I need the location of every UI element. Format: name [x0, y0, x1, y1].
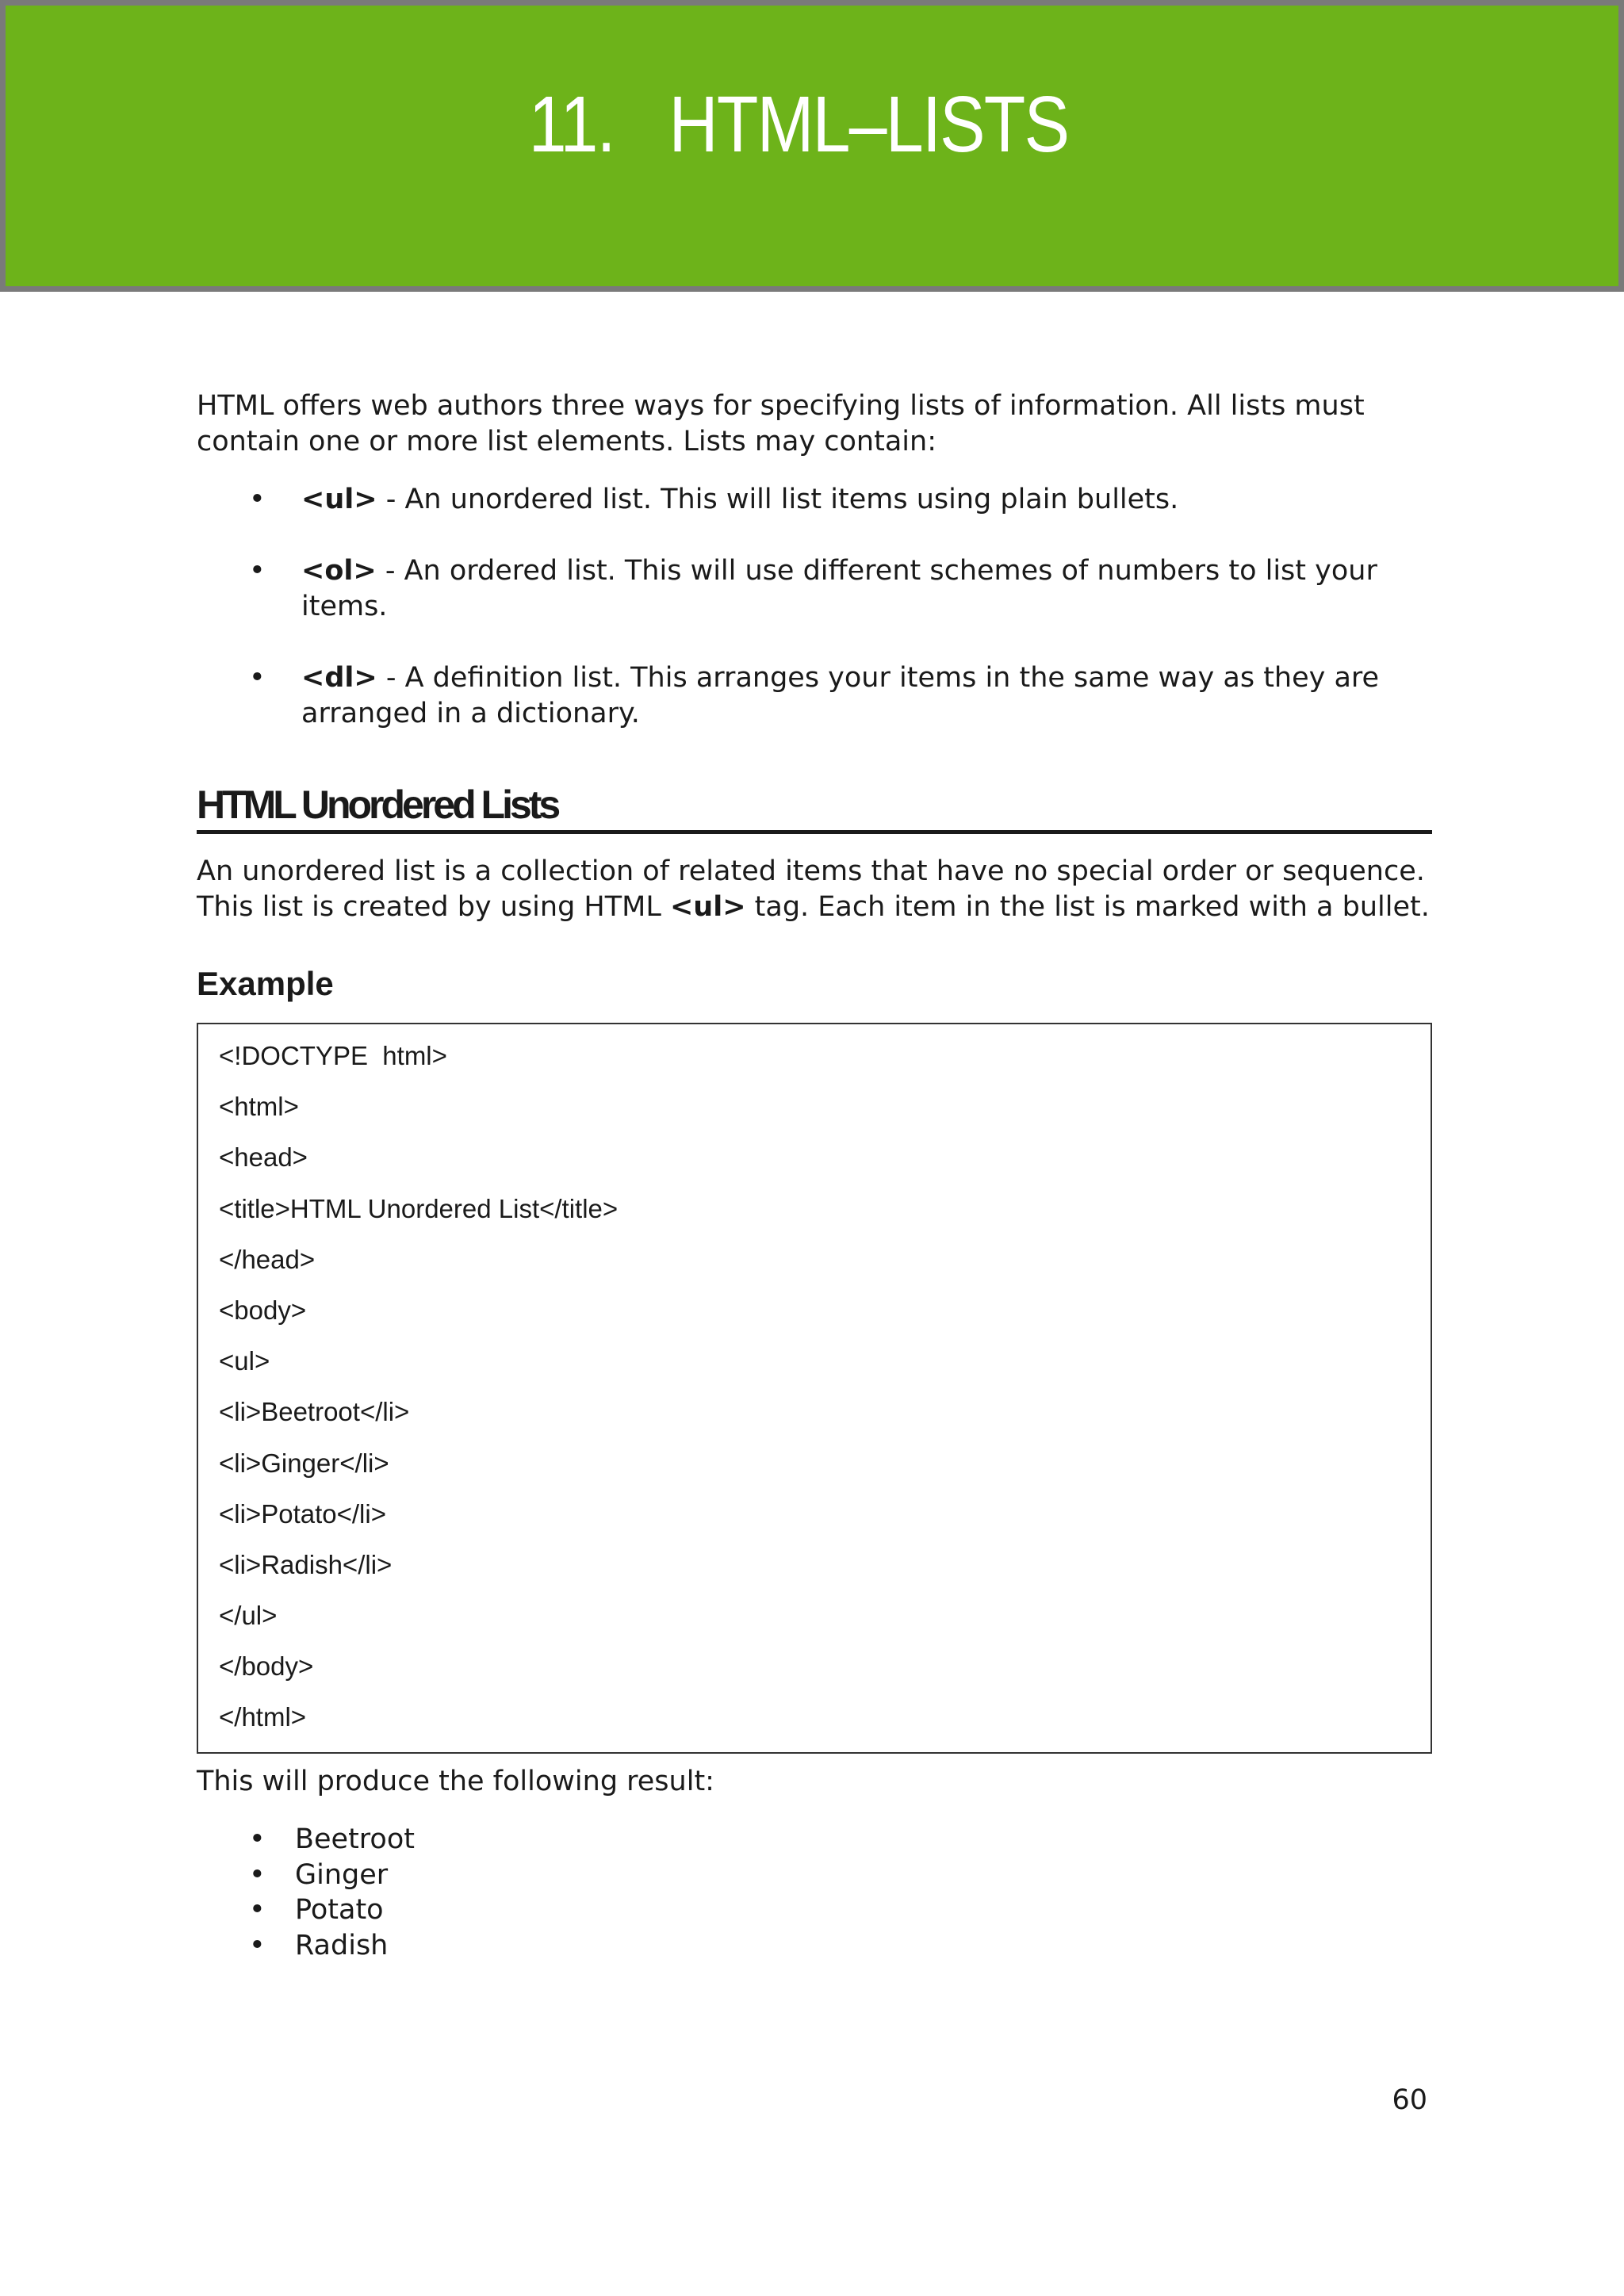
code-line: <li>Ginger</li>: [219, 1448, 389, 1478]
code-example-box: [197, 1023, 1432, 1754]
page-number: 60: [1392, 2084, 1427, 2116]
chapter-banner: [0, 0, 1624, 292]
code-line: <!DOCTYPE html>: [219, 1041, 447, 1070]
description-text: tag. Each item in the list is marked with a bullet.: [745, 891, 1430, 923]
list-type-tag: <dl>: [301, 662, 377, 694]
result-item-text: Beetroot: [295, 1823, 415, 1855]
code-lines: [219, 1039, 618, 1751]
result-item-text: Ginger: [295, 1858, 389, 1891]
code-line: </head>: [219, 1244, 316, 1274]
list-item: [197, 553, 1434, 625]
code-line: <li>Potato</li>: [219, 1498, 386, 1529]
bullet-icon: •: [249, 1823, 266, 1855]
code-line: </body>: [219, 1651, 314, 1682]
code-line: </ul>: [219, 1601, 278, 1631]
result-intro: This will produce the following result:: [197, 1766, 714, 1797]
list-type-tag: <ol>: [301, 555, 377, 587]
list-item: [197, 1822, 1434, 1858]
list-item: [197, 482, 1434, 518]
list-item: [197, 1928, 1434, 1964]
code-line: <li>Beetroot</li>: [219, 1397, 410, 1427]
code-line: <title>HTML Unordered List</title>: [219, 1193, 619, 1223]
code-line: <li>Radish</li>: [219, 1549, 393, 1579]
list-type-description: - A definition list. This arranges your items in the same way as they are arranged in a dictionary.: [301, 662, 1380, 729]
result-item-text: Potato: [295, 1894, 384, 1926]
inline-tag: <ul>: [669, 891, 746, 923]
bullet-icon: •: [249, 1858, 266, 1891]
intro-paragraph: HTML offers web authors three ways for specifying lists of information. All lists must contain one or more list elements. Lists may contain:: [197, 390, 1365, 457]
list-item: [197, 1858, 1434, 1893]
bullet-icon: •: [249, 1894, 266, 1926]
bullet-icon: •: [249, 1929, 266, 1961]
list-item: [197, 660, 1434, 732]
list-type-description: - An ordered list. This will use different schemes of numbers to list your items.: [301, 555, 1377, 622]
chapter-number: 11.: [528, 80, 615, 169]
section-heading: HTML Unordered Lists: [197, 781, 1432, 834]
code-line: <body>: [219, 1295, 307, 1325]
result-list: [197, 1822, 1434, 1963]
code-line: <ul>: [219, 1346, 270, 1376]
bullet-icon: •: [249, 555, 266, 587]
example-label: Example: [197, 965, 334, 1002]
bullet-icon: •: [249, 662, 266, 694]
description-text: An unordered list is a collection of related items that have no special order or sequence. This list is created by using HTML: [197, 855, 1425, 923]
list-item: [197, 1892, 1434, 1928]
list-type-description: - An unordered list. This will list items using plain bullets.: [377, 484, 1179, 515]
bullet-icon: •: [249, 484, 266, 515]
code-line: <html>: [219, 1092, 299, 1122]
chapter-title-text: HTML–LISTS: [668, 80, 1069, 169]
code-line: </html>: [219, 1702, 307, 1732]
result-item-text: Radish: [295, 1929, 389, 1961]
chapter-title: [117, 80, 1480, 169]
list-type-tag: <ul>: [301, 484, 377, 515]
code-line: <head>: [219, 1142, 308, 1173]
section-description: [197, 854, 1434, 925]
